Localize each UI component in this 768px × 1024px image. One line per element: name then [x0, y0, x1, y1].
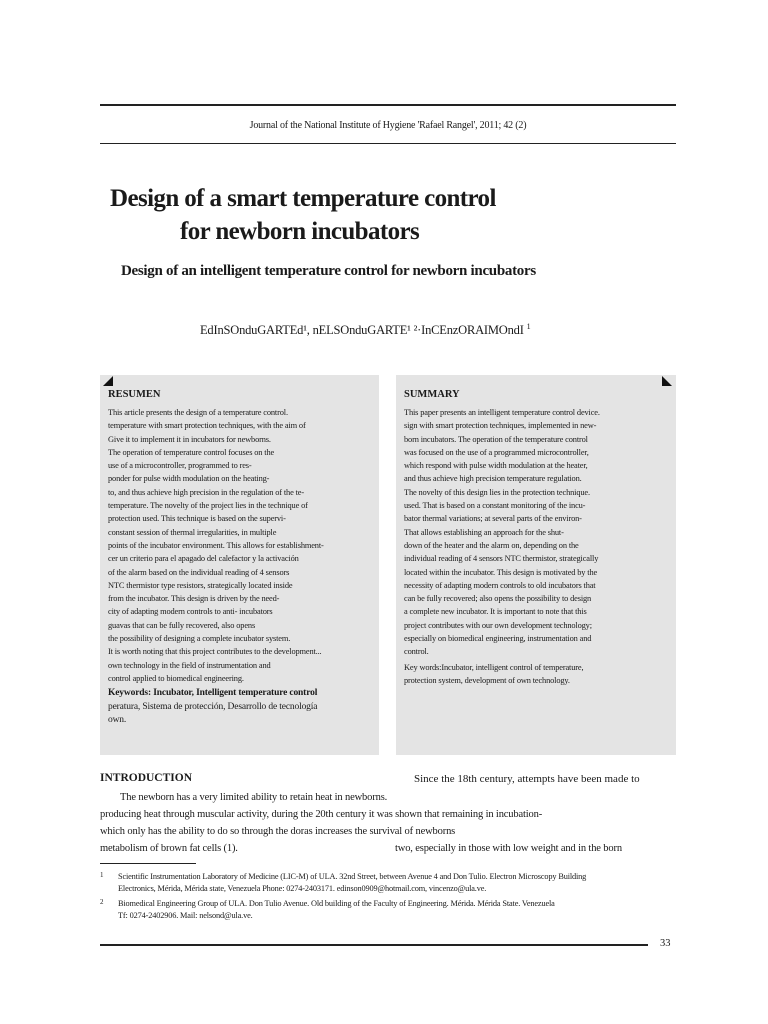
- author-affiliation-mark: 1: [526, 322, 531, 331]
- resumen-keywords-label: Keywords: Incubator, Intelligent temperature control: [108, 688, 318, 699]
- top-rule: [100, 104, 676, 106]
- resumen-line: the possibility of designing a complete incubator system.: [108, 634, 291, 644]
- summary-line: project contributes with our own development technology;: [404, 620, 592, 630]
- summary-line: That allows establishing an approach for the shut-: [404, 527, 564, 537]
- intro-right-first-line: Since the 18th century, attempts have been made to: [414, 773, 640, 785]
- article-title: [100, 182, 660, 248]
- resumen-line: guavas that can be fully recovered, also opens: [108, 620, 256, 630]
- resumen-line: This article presents the design of a temperature control.: [108, 408, 288, 417]
- resumen-line: temperature with smart protection techniques, with the aim of: [108, 421, 306, 431]
- summary-line: individual reading of 4 sensors NTC thermistor, strategically: [404, 554, 599, 564]
- intro-line-2: producing heat through muscular activity, during the 20th century it was shown that remaining in incubation-: [100, 809, 543, 820]
- summary-line: control.: [404, 647, 429, 657]
- summary-body: [404, 406, 669, 687]
- article-subtitle: Design of an intelligent temperature control for newborn incubators: [121, 263, 536, 279]
- footnote-line: Scientific Instrumentation Laboratory of Medicine (LIC-M) of ULA. 32nd Street, between Avenue 4 and Don Tulio. Electron Microscopy Building: [118, 872, 587, 881]
- header-rule: [100, 143, 676, 144]
- resumen-line: to, and thus achieve high precision in the regulation of the te-: [108, 487, 304, 497]
- footnote-line: Tf: 0274-2402906. Mail: nelsond@ula.ve.: [118, 911, 253, 920]
- corner-triangle-left-icon: [103, 376, 113, 386]
- summary-line: was focused on the use of a programmed microcontroller,: [404, 447, 589, 457]
- resumen-line: points of the incubator environment. This allows for establishment-: [108, 540, 324, 550]
- intro-line-3: which only has the ability to do so through the doras increases the survival of newborns: [100, 826, 456, 837]
- summary-line: This paper presents an intelligent temperature control device.: [404, 408, 600, 417]
- summary-box: [396, 375, 676, 755]
- resumen-line: temperature. The novelty of the project lies in the technique of: [108, 501, 308, 511]
- resumen-line: NTC thermistor type resistors, strategically located inside: [108, 580, 293, 590]
- footnote-line: Biomedical Engineering Group of ULA. Don Tulio Avenue. Old building of the Faculty of Engineering. Mérida. Mérida State. Venezuela: [118, 899, 555, 908]
- resumen-line: from the incubator. This design is driven by the need-: [108, 594, 280, 604]
- summary-line: down of the heater and the alarm on, depending on the: [404, 540, 579, 550]
- summary-line: used. That is based on a constant monitoring of the incu-: [404, 501, 586, 511]
- introduction-heading: INTRODUCTION: [100, 772, 193, 784]
- footnote-line: Electronics, Mérida, Mérida state, Venezuela Phone: 0274-2403171. edinson0909@hotmail.com, vincenzo@ula.ve.: [118, 884, 487, 893]
- resumen-line: city of adapting modern controls to anti- incubators: [108, 607, 273, 617]
- page-number: 33: [660, 938, 671, 949]
- summary-keywords-line: Key words:Incubator, intelligent control of temperature,: [404, 662, 584, 672]
- resumen-line: control applied to biomedical engineering.: [108, 673, 244, 683]
- resumen-line: The operation of temperature control focuses on the: [108, 447, 275, 457]
- resumen-line: Give it to implement it in incubators for newborns.: [108, 434, 271, 444]
- summary-line: necessity of adapting modern controls to old incubators that: [404, 580, 596, 590]
- summary-line: sign with smart protection techniques, implemented in new-: [404, 421, 597, 431]
- summary-line: located within the incubator. This design is motivated by the: [404, 567, 598, 577]
- intro-line-1: The newborn has a very limited ability to retain heat in newborns.: [120, 792, 388, 803]
- resumen-box: [100, 375, 379, 755]
- footnote-rule: [100, 863, 196, 864]
- resumen-line: constant session of thermal irregularities, in multiple: [108, 527, 277, 537]
- summary-line: especially on biomedical engineering, instrumentation and: [404, 634, 592, 644]
- resumen-line: cer un criterio para el apagado del calefactor y la activación: [108, 554, 299, 564]
- journal-header: Journal of the National Institute of Hygiene 'Rafael Rangel', 2011; 42 (2): [249, 120, 527, 131]
- summary-heading: SUMMARY: [404, 389, 460, 400]
- footnote-number: 1: [100, 871, 104, 879]
- resumen-line: ponder for pulse width modulation on the heating-: [108, 474, 270, 484]
- resumen-keywords-line: peratura, Sistema de protección, Desarrollo de tecnología: [108, 701, 318, 712]
- corner-triangle-right-icon: [662, 376, 672, 386]
- title-line-2: for newborn incubators: [180, 218, 420, 245]
- resumen-line: use of a microcontroller, programmed to res-: [108, 461, 252, 471]
- summary-line: bator thermal variations; at several parts of the environ-: [404, 514, 582, 524]
- summary-line: The novelty of this design lies in the protection technique.: [404, 487, 590, 497]
- resumen-line: of the alarm based on the individual reading of 4 sensors: [108, 567, 290, 577]
- resumen-line: protection used. This technique is based on the supervi-: [108, 514, 286, 524]
- footnote-number: 2: [100, 898, 104, 906]
- summary-keywords-line: protection system, development of own technology.: [404, 675, 570, 685]
- summary-line: a complete new incubator. It is important to note that this: [404, 607, 587, 617]
- intro-line-4-right: two, especially in those with low weight and in the born: [395, 843, 622, 854]
- title-line-1: Design of a smart temperature control: [110, 185, 496, 212]
- author-names: EdInSOnduGARTEd¹, nELSOnduGARTE¹ ²·InCEnzORAIMOndI: [200, 323, 524, 338]
- resumen-heading: RESUMEN: [108, 389, 161, 400]
- resumen-keywords-line: own.: [108, 714, 127, 725]
- bottom-rule: [100, 944, 648, 946]
- resumen-line: own technology in the field of instrumentation and: [108, 660, 271, 670]
- summary-line: can be fully recovered; also opens the possibility to design: [404, 594, 592, 604]
- resumen-body: [108, 406, 370, 727]
- summary-line: which respond with pulse width modulation at the heater,: [404, 461, 588, 471]
- author-line: [200, 322, 620, 338]
- summary-line: and thus achieve high precision temperature regulation.: [404, 474, 582, 484]
- summary-line: born incubators. The operation of the temperature control: [404, 434, 588, 444]
- intro-line-4-left: metabolism of brown fat cells (1).: [100, 843, 238, 854]
- resumen-line: It is worth noting that this project contributes to the development...: [108, 647, 322, 657]
